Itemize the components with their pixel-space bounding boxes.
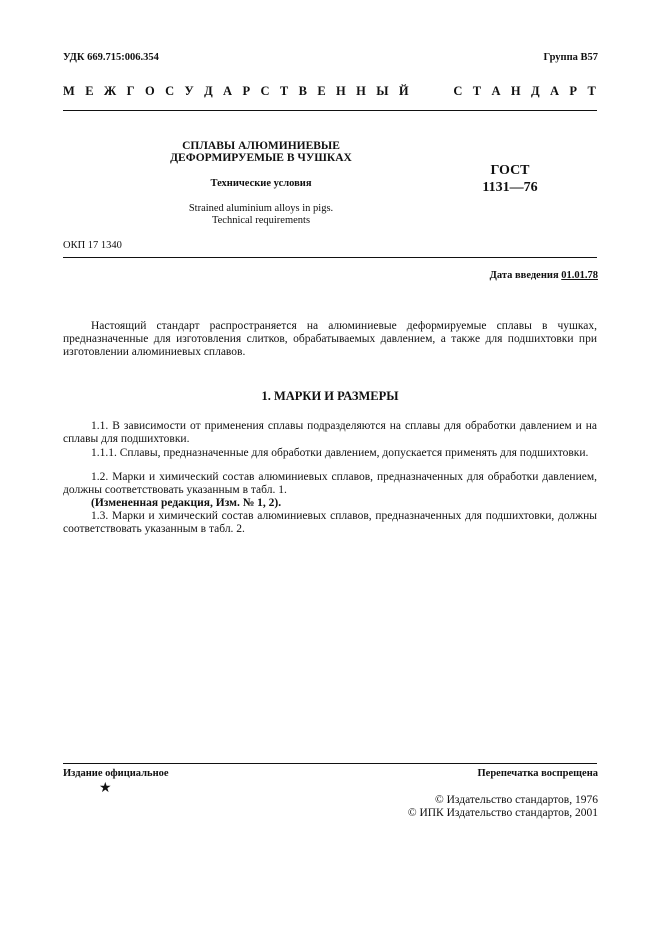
letter: В [298, 84, 307, 98]
letter: Ж [103, 84, 117, 98]
clause-1-1-1: 1.1.1. Сплавы, предназначенные для обработки давлением, допускается применять для подшихтовки. [91, 447, 589, 459]
star-icon: ★ [99, 781, 112, 796]
word-gap [419, 84, 443, 99]
okp-code: ОКП 17 1340 [63, 240, 122, 251]
letter: Р [569, 84, 578, 98]
reprint-prohibited-label: Перепечатка воспрещена [477, 768, 598, 779]
amendment-note: (Измененная редакция, Изм. № 1, 2). [91, 497, 282, 509]
letter: М [63, 84, 75, 98]
subtitle-english [135, 203, 387, 227]
clause-1-2: 1.2. Марки и химический состав алюминиевых сплавов, предназначенных для обработки давлением, должны соответствовать указанным в табл. 1. [63, 471, 597, 497]
title-line-2: ДЕФОРМИРУЕМЫЕ В ЧУШКАХ [170, 152, 352, 164]
udk-code: УДК 669.715:006.354 [63, 52, 159, 63]
interstate-standard-heading [63, 84, 596, 99]
letter: Д [204, 84, 213, 98]
copyright-2001: © ИПК Издательство стандартов, 2001 [407, 807, 598, 819]
subtitle-en-line-1: Strained aluminium alloys in pigs. [188, 203, 334, 214]
intro-date-label: Дата введения [489, 270, 562, 281]
clause-1-1: 1.1. В зависимости от применения сплавы подразделяются на сплавы для обработки давлением и на сплавы для подшихтовки. [63, 420, 597, 446]
footer-rule [63, 763, 597, 764]
gost-designation [470, 162, 550, 196]
letter: Т [279, 84, 289, 98]
letter: Е [317, 84, 326, 98]
letter: А [223, 84, 233, 98]
letter: А [550, 84, 560, 98]
letter: Г [126, 84, 135, 98]
letter: Д [531, 84, 540, 98]
letter: Й [398, 84, 409, 98]
letter: Т [472, 84, 482, 98]
letter: Н [356, 84, 366, 98]
letter: С [453, 84, 463, 98]
letter: Р [242, 84, 251, 98]
copyright-1976: © Издательство стандартов, 1976 [434, 794, 598, 806]
gost-label: ГОСТ [490, 163, 530, 178]
document-title [135, 140, 387, 164]
letter: С [260, 84, 270, 98]
letter: Ы [376, 84, 389, 98]
letter: Н [510, 84, 521, 98]
introduction-date [490, 270, 598, 281]
top-rule [63, 110, 597, 111]
letter: Е [85, 84, 94, 98]
letter: О [144, 84, 155, 98]
subtitle-russian: Технические условия [210, 178, 312, 189]
gost-number: 1131—76 [482, 180, 538, 195]
official-edition-label: Издание официальное [63, 768, 169, 779]
middle-rule [63, 257, 597, 258]
intro-paragraph: Настоящий стандарт распространяется на алюминиевые деформируемые сплавы в чушках, предназначенные для изготовления слитков, обрабатываемых давлением, а также для подшихтовки при изготовлении алюминиевых сплавов. [63, 320, 597, 359]
section-1-title: 1. МАРКИ И РАЗМЕРЫ [261, 389, 399, 403]
clause-1-3: 1.3. Марки и химический состав алюминиевых сплавов, предназначенных для подшихтовки, должны соответствовать указанным в табл. 2. [63, 510, 597, 536]
letter: У [184, 84, 194, 98]
intro-date-value: 01.01.78 [561, 270, 598, 281]
letter: А [491, 84, 501, 98]
letter: Т [587, 84, 596, 98]
letter: С [165, 84, 175, 98]
title-line-1: СПЛАВЫ АЛЮМИНИЕВЫЕ [182, 140, 340, 152]
letter: Н [336, 84, 346, 98]
subtitle-en-line-2: Technical requirements [211, 215, 311, 226]
group-code: Группа В57 [543, 52, 598, 63]
